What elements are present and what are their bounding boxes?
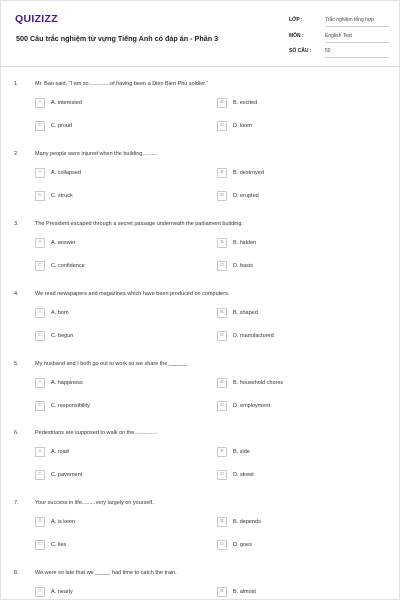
question-item <box>1 151 400 211</box>
question-number: 1. <box>14 81 19 87</box>
option-letter-box: A <box>35 238 45 248</box>
option-letter-box: A <box>35 587 45 597</box>
option-text: B. depends <box>233 519 261 525</box>
option-text: D. goes <box>233 542 252 548</box>
question-item <box>1 221 400 281</box>
option-text: D. manufactured <box>233 333 274 339</box>
question-text: Pedestrians are supposed to walk on the............... <box>35 430 158 436</box>
option-letter-box: A <box>35 98 45 108</box>
option-letter-box: B <box>217 517 227 527</box>
option-text: A. collapsed <box>51 170 81 176</box>
meta-count-row <box>289 44 389 58</box>
option-text: C. responsibility <box>51 403 90 409</box>
question-item <box>1 361 400 421</box>
question-text: We read newspapers and magazines which have been produced on computers. <box>35 291 230 297</box>
question-number: 6. <box>14 430 19 436</box>
option-letter-box: B <box>217 308 227 318</box>
quizizz-logo: QUIZIZZ <box>15 13 58 25</box>
option-letter-box: D <box>217 261 227 271</box>
question-item <box>1 81 400 141</box>
option-text: B. household chores <box>233 380 284 386</box>
option-text: C. lies <box>51 542 67 548</box>
option-letter-box: C <box>35 401 45 411</box>
meta-class-row <box>289 13 389 27</box>
option-letter-box: A <box>35 447 45 457</box>
option-text: B. almost <box>233 589 256 595</box>
question-text: My husband and I both go out to work so we share the ______ <box>35 361 188 367</box>
option-letter-box: A <box>35 308 45 318</box>
option-letter-box: D <box>217 470 227 480</box>
option-letter-box: B <box>217 587 227 597</box>
question-text: Your success in life.........very largely on yourself. <box>35 500 154 506</box>
option-text: D. erupted <box>233 193 259 199</box>
meta-count-value: 50 <box>325 48 389 58</box>
option-letter-box: C <box>35 191 45 201</box>
option-text: A. nearly <box>51 589 73 595</box>
option-letter-box: A <box>35 168 45 178</box>
option-letter-box: A <box>35 378 45 388</box>
option-text: C. confidence <box>51 263 85 269</box>
option-letter-box: C <box>35 121 45 131</box>
option-text: D. keen <box>233 123 252 129</box>
question-item <box>1 291 400 351</box>
option-text: D. employment <box>233 403 270 409</box>
option-letter-box: B <box>217 447 227 457</box>
worksheet-title: 500 Câu trắc nghiệm từ vựng Tiếng Anh có đáp án - Phần 3 <box>16 34 219 43</box>
question-number: 3. <box>14 221 19 227</box>
question-item <box>1 500 400 560</box>
option-text: A. happiness <box>51 380 83 386</box>
option-letter-box: C <box>35 331 45 341</box>
option-text: B. side <box>233 449 250 455</box>
option-text: D. street <box>233 472 254 478</box>
question-number: 2. <box>14 151 19 157</box>
meta-count-label: SỐ CÂU : <box>289 48 312 54</box>
option-text: D. basis <box>233 263 253 269</box>
question-text: The President escaped through a secret passage underneath the parliament building. <box>35 221 243 227</box>
option-letter-box: D <box>217 331 227 341</box>
question-number: 4. <box>14 291 19 297</box>
meta-class-label: LỚP : <box>289 17 303 23</box>
meta-class-value: Trắc nghiệm tổng hợp <box>325 17 389 27</box>
option-text: A. born <box>51 310 69 316</box>
question-text: Mr. Bao said, "I am so..............of having been a Dien Bien Phu soldier." <box>35 81 209 87</box>
question-item <box>1 570 400 600</box>
option-text: B. excited <box>233 100 258 106</box>
option-letter-box: A <box>35 517 45 527</box>
option-letter-box: B <box>217 168 227 178</box>
meta-subject-label: MÔN : <box>289 33 304 39</box>
option-text: B. destroyed <box>233 170 264 176</box>
question-item <box>1 430 400 490</box>
option-letter-box: D <box>217 540 227 550</box>
question-number: 7. <box>14 500 19 506</box>
option-text: C. struck <box>51 193 73 199</box>
option-letter-box: D <box>217 121 227 131</box>
option-letter-box: B <box>217 98 227 108</box>
option-text: C. proud <box>51 123 73 129</box>
option-letter-box: B <box>217 238 227 248</box>
option-text: A. interested <box>51 100 82 106</box>
question-number: 8. <box>14 570 19 576</box>
question-text: Many people were injured when the building.......... <box>35 151 158 157</box>
option-text: A. road <box>51 449 69 455</box>
option-letter-box: B <box>217 378 227 388</box>
option-text: C. pavement <box>51 472 83 478</box>
option-letter-box: C <box>35 470 45 480</box>
option-letter-box: C <box>35 261 45 271</box>
meta-subject-value: English Test <box>325 33 389 43</box>
option-text: B. hidden <box>233 240 257 246</box>
option-letter-box: D <box>217 191 227 201</box>
question-text: We were so late that we _____ had time to catch the train. <box>35 570 177 576</box>
option-text: B. shaped <box>233 310 258 316</box>
option-letter-box: D <box>217 401 227 411</box>
worksheet-header <box>1 1 400 67</box>
option-text: C. begun <box>51 333 74 339</box>
option-letter-box: C <box>35 540 45 550</box>
option-text: A. answer <box>51 240 76 246</box>
question-number: 5. <box>14 361 19 367</box>
meta-subject-row <box>289 29 389 43</box>
option-text: A. is keen <box>51 519 76 525</box>
